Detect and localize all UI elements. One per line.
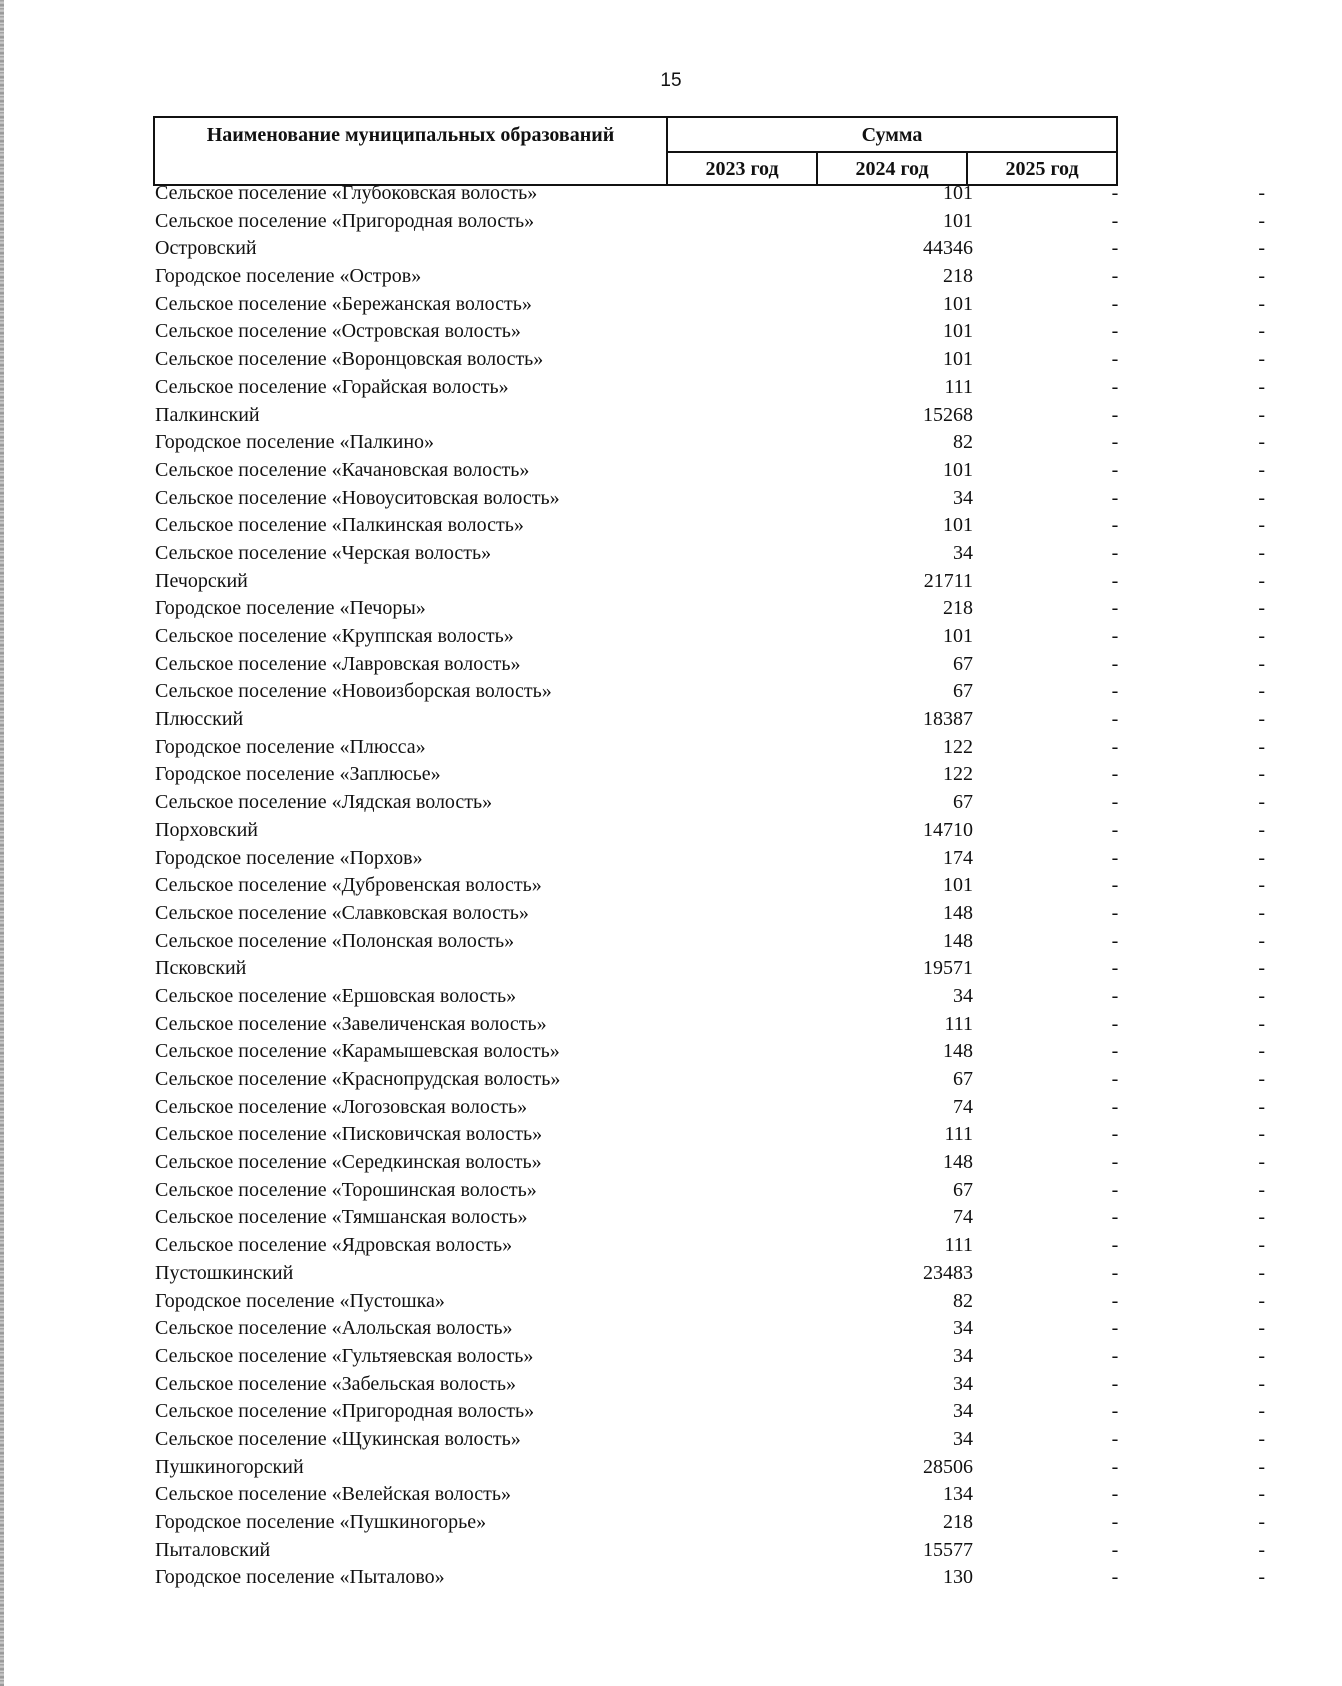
value-2024: - xyxy=(1111,265,1119,288)
table-row xyxy=(155,1509,1265,1537)
value-2023: 101 xyxy=(943,292,973,315)
column-header-2023: 2023 год xyxy=(667,152,817,185)
row-name: Псковский xyxy=(155,957,247,980)
table-row xyxy=(155,374,1265,402)
table-row xyxy=(155,1371,1265,1399)
table-row xyxy=(155,1398,1265,1426)
value-2023: 19571 xyxy=(923,957,973,980)
value-2025: - xyxy=(1258,1234,1265,1257)
table-row xyxy=(155,568,1265,596)
row-name: Сельское поселение «Карамышевская волость» xyxy=(155,1040,560,1063)
row-name: Сельское поселение «Новоуситовская волость» xyxy=(155,486,560,509)
value-2024: - xyxy=(1111,735,1119,758)
value-2024: - xyxy=(1111,708,1119,731)
value-2024: - xyxy=(1111,237,1119,260)
value-2023: 34 xyxy=(953,1344,973,1367)
value-2023: 15268 xyxy=(923,403,973,426)
value-2023: 34 xyxy=(953,984,973,1007)
row-name: Сельское поселение «Бережанская волость» xyxy=(155,292,532,315)
value-2023: 148 xyxy=(943,1151,973,1174)
value-2023: 34 xyxy=(953,1400,973,1423)
value-2024: - xyxy=(1111,984,1119,1007)
row-name: Пушкиногорский xyxy=(155,1455,304,1478)
value-2023: 111 xyxy=(944,1234,973,1257)
value-2024: - xyxy=(1111,957,1119,980)
row-name: Городское поселение «Пыталово» xyxy=(155,1566,445,1589)
value-2024: - xyxy=(1111,1151,1119,1174)
value-2025: - xyxy=(1258,735,1265,758)
value-2025: - xyxy=(1258,1455,1265,1478)
value-2025: - xyxy=(1258,1178,1265,1201)
value-2024: - xyxy=(1111,652,1119,675)
value-2023: 34 xyxy=(953,1427,973,1450)
value-2025: - xyxy=(1258,348,1265,371)
value-2024: - xyxy=(1111,791,1119,814)
value-2023: 67 xyxy=(953,1178,973,1201)
value-2025: - xyxy=(1258,375,1265,398)
value-2024: - xyxy=(1111,1040,1119,1063)
value-2025: - xyxy=(1258,541,1265,564)
value-2024: - xyxy=(1111,514,1119,537)
scan-edge xyxy=(0,0,4,1686)
value-2024: - xyxy=(1111,541,1119,564)
table-body xyxy=(155,180,1265,1592)
value-2023: 18387 xyxy=(923,708,973,731)
row-name: Сельское поселение «Забельская волость» xyxy=(155,1372,517,1395)
table-row xyxy=(155,1315,1265,1343)
table-row xyxy=(155,1481,1265,1509)
table-row xyxy=(155,928,1265,956)
value-2024: - xyxy=(1111,929,1119,952)
row-name: Сельское поселение «Торошинская волость» xyxy=(155,1178,537,1201)
value-2025: - xyxy=(1258,1566,1265,1589)
value-2025: - xyxy=(1258,569,1265,592)
value-2024: - xyxy=(1111,569,1119,592)
value-2024: - xyxy=(1111,486,1119,509)
row-name: Плюсский xyxy=(155,708,244,731)
value-2024: - xyxy=(1111,1455,1119,1478)
table-row xyxy=(155,1038,1265,1066)
value-2025: - xyxy=(1258,874,1265,897)
row-name: Сельское поселение «Велейская волость» xyxy=(155,1483,512,1506)
table-row xyxy=(155,1177,1265,1205)
table-row xyxy=(155,1011,1265,1039)
row-name: Сельское поселение «Краснопрудская волость» xyxy=(155,1068,561,1090)
value-2024: - xyxy=(1111,597,1119,620)
table-row xyxy=(155,678,1265,706)
value-2023: 28506 xyxy=(923,1455,973,1478)
value-2025: - xyxy=(1258,1068,1265,1090)
table-row xyxy=(155,457,1265,485)
row-name: Городское поселение «Порхов» xyxy=(155,846,423,869)
table-row xyxy=(155,955,1265,983)
value-2023: 174 xyxy=(943,846,973,869)
value-2025: - xyxy=(1258,625,1265,647)
value-2024: - xyxy=(1111,1344,1119,1367)
value-2024: - xyxy=(1111,1012,1119,1035)
row-name: Городское поселение «Плюсса» xyxy=(155,735,426,758)
value-2024: - xyxy=(1111,1206,1119,1229)
value-2023: 101 xyxy=(943,182,973,204)
value-2023: 14710 xyxy=(923,818,973,841)
row-name: Островский xyxy=(155,237,257,260)
table-row xyxy=(155,318,1265,346)
value-2023: 101 xyxy=(943,320,973,343)
row-name: Городское поселение «Пушкиногорье» xyxy=(155,1511,487,1533)
value-2024: - xyxy=(1111,320,1119,343)
table-row xyxy=(155,1121,1265,1149)
value-2025: - xyxy=(1258,1372,1265,1395)
value-2023: 111 xyxy=(944,375,973,398)
row-name: Сельское поселение «Лядская волость» xyxy=(155,791,493,814)
value-2024: - xyxy=(1111,763,1119,786)
value-2025: - xyxy=(1258,1289,1265,1312)
value-2025: - xyxy=(1258,957,1265,980)
value-2025: - xyxy=(1258,680,1265,703)
row-name: Сельское поселение «Качановская волость» xyxy=(155,458,530,481)
row-name: Городское поселение «Палкино» xyxy=(155,431,435,454)
value-2023: 34 xyxy=(953,1317,973,1340)
value-2023: 34 xyxy=(953,486,973,509)
value-2023: 122 xyxy=(943,735,973,758)
value-2024: - xyxy=(1111,1095,1119,1118)
value-2023: 67 xyxy=(953,791,973,814)
value-2024: - xyxy=(1111,1566,1119,1589)
value-2025: - xyxy=(1258,763,1265,786)
value-2025: - xyxy=(1258,1151,1265,1174)
row-name: Сельское поселение «Островская волость» xyxy=(155,320,521,343)
table-row xyxy=(155,1204,1265,1232)
row-name: Сельское поселение «Воронцовская волость» xyxy=(155,348,544,371)
value-2025: - xyxy=(1258,1206,1265,1229)
table-row xyxy=(155,734,1265,762)
row-name: Сельское поселение «Круппская волость» xyxy=(155,625,514,647)
value-2025: - xyxy=(1258,1400,1265,1423)
value-2025: - xyxy=(1258,708,1265,731)
value-2023: 67 xyxy=(953,1068,973,1090)
table-row xyxy=(155,291,1265,319)
value-2025: - xyxy=(1258,265,1265,288)
column-header-2024: 2024 год xyxy=(817,152,967,185)
value-2025: - xyxy=(1258,182,1265,204)
value-2025: - xyxy=(1258,292,1265,315)
table-row xyxy=(155,817,1265,845)
value-2025: - xyxy=(1258,486,1265,509)
value-2023: 148 xyxy=(943,901,973,924)
value-2023: 23483 xyxy=(923,1261,973,1284)
value-2024: - xyxy=(1111,292,1119,315)
row-name: Сельское поселение «Середкинская волость» xyxy=(155,1151,542,1174)
row-name: Сельское поселение «Палкинская волость» xyxy=(155,514,524,537)
value-2023: 21711 xyxy=(923,569,973,592)
value-2025: - xyxy=(1258,514,1265,537)
value-2024: - xyxy=(1111,1400,1119,1423)
value-2024: - xyxy=(1111,209,1119,232)
value-2024: - xyxy=(1111,1289,1119,1312)
table-row xyxy=(155,1564,1265,1592)
row-name: Сельское поселение «Гультяевская волость» xyxy=(155,1344,534,1367)
value-2023: 218 xyxy=(943,597,973,620)
table-row xyxy=(155,485,1265,513)
row-name: Сельское поселение «Пригородная волость» xyxy=(155,209,535,232)
value-2023: 111 xyxy=(944,1123,973,1146)
page-number: 15 xyxy=(660,70,682,91)
value-2024: - xyxy=(1111,846,1119,869)
value-2023: 111 xyxy=(944,1012,973,1035)
table-row xyxy=(155,845,1265,873)
value-2024: - xyxy=(1111,818,1119,841)
row-name: Сельское поселение «Щукинская волость» xyxy=(155,1427,521,1450)
value-2025: - xyxy=(1258,1427,1265,1450)
value-2023: 101 xyxy=(943,625,973,647)
row-name: Сельское поселение «Логозовская волость» xyxy=(155,1095,528,1118)
value-2025: - xyxy=(1258,1511,1265,1533)
table-row xyxy=(155,402,1265,430)
row-name: Сельское поселение «Ершовская волость» xyxy=(155,984,517,1007)
row-name: Сельское поселение «Завеличенская волость» xyxy=(155,1012,547,1035)
table-row xyxy=(155,180,1265,208)
value-2024: - xyxy=(1111,625,1119,647)
value-2024: - xyxy=(1111,680,1119,703)
value-2025: - xyxy=(1258,818,1265,841)
table-row xyxy=(155,1426,1265,1454)
value-2024: - xyxy=(1111,403,1119,426)
table-row xyxy=(155,1149,1265,1177)
value-2025: - xyxy=(1258,1538,1265,1561)
value-2025: - xyxy=(1258,1123,1265,1146)
value-2023: 74 xyxy=(953,1206,973,1229)
value-2024: - xyxy=(1111,375,1119,398)
table-row xyxy=(155,789,1265,817)
table-row xyxy=(155,983,1265,1011)
value-2024: - xyxy=(1111,1317,1119,1340)
value-2025: - xyxy=(1258,1317,1265,1340)
row-name: Городское поселение «Заплюсье» xyxy=(155,763,441,786)
row-name: Сельское поселение «Горайская волость» xyxy=(155,375,509,398)
table-row xyxy=(155,540,1265,568)
value-2023: 15577 xyxy=(923,1538,973,1561)
value-2023: 44346 xyxy=(923,237,973,260)
column-header-name: Наименование муниципальных образований xyxy=(154,117,667,185)
table-header xyxy=(153,116,1118,186)
table-row xyxy=(155,1288,1265,1316)
value-2024: - xyxy=(1111,1483,1119,1506)
row-name: Сельское поселение «Тямшанская волость» xyxy=(155,1206,528,1229)
table-row xyxy=(155,1232,1265,1260)
value-2025: - xyxy=(1258,929,1265,952)
table-row xyxy=(155,1454,1265,1482)
row-name: Сельское поселение «Дубровенская волость» xyxy=(155,874,542,897)
value-2024: - xyxy=(1111,1178,1119,1201)
table-row xyxy=(155,263,1265,291)
value-2023: 101 xyxy=(943,514,973,537)
value-2023: 148 xyxy=(943,929,973,952)
value-2023: 101 xyxy=(943,458,973,481)
table-row xyxy=(155,1094,1265,1122)
value-2023: 67 xyxy=(953,680,973,703)
value-2023: 218 xyxy=(943,1511,973,1533)
table-row xyxy=(155,346,1265,374)
value-2025: - xyxy=(1258,652,1265,675)
row-name: Сельское поселение «Славковская волость» xyxy=(155,901,529,924)
table-row xyxy=(155,1260,1265,1288)
value-2023: 130 xyxy=(943,1566,973,1589)
value-2023: 148 xyxy=(943,1040,973,1063)
row-name: Сельское поселение «Глубоковская волость» xyxy=(155,182,538,204)
row-name: Пустошкинский xyxy=(155,1261,294,1284)
value-2023: 101 xyxy=(943,348,973,371)
value-2024: - xyxy=(1111,901,1119,924)
table-row xyxy=(155,1537,1265,1565)
value-2025: - xyxy=(1258,791,1265,814)
table-row xyxy=(155,429,1265,457)
value-2025: - xyxy=(1258,209,1265,232)
row-name: Палкинский xyxy=(155,403,260,426)
value-2023: 101 xyxy=(943,209,973,232)
table-row xyxy=(155,512,1265,540)
value-2025: - xyxy=(1258,1095,1265,1118)
value-2023: 34 xyxy=(953,1372,973,1395)
value-2024: - xyxy=(1111,1068,1119,1090)
row-name: Сельское поселение «Алольская волость» xyxy=(155,1317,513,1340)
row-name: Сельское поселение «Лавровская волость» xyxy=(155,652,521,675)
row-name: Городское поселение «Печоры» xyxy=(155,597,426,620)
column-header-sum: Сумма xyxy=(667,117,1117,152)
table-row xyxy=(155,623,1265,651)
row-name: Сельское поселение «Новоизборская волость» xyxy=(155,680,552,703)
value-2024: - xyxy=(1111,1261,1119,1284)
row-name: Городское поселение «Остров» xyxy=(155,265,422,288)
value-2024: - xyxy=(1111,1372,1119,1395)
value-2025: - xyxy=(1258,403,1265,426)
value-2025: - xyxy=(1258,237,1265,260)
value-2024: - xyxy=(1111,182,1119,204)
row-name: Сельское поселение «Пригородная волость» xyxy=(155,1400,535,1423)
value-2024: - xyxy=(1111,348,1119,371)
value-2023: 82 xyxy=(953,1289,973,1312)
value-2024: - xyxy=(1111,1511,1119,1533)
row-name: Сельское поселение «Полонская волость» xyxy=(155,929,515,952)
column-header-2025: 2025 год xyxy=(967,152,1117,185)
value-2024: - xyxy=(1111,458,1119,481)
row-name: Сельское поселение «Черская волость» xyxy=(155,541,492,564)
table-row xyxy=(155,208,1265,236)
value-2025: - xyxy=(1258,1040,1265,1063)
row-name: Сельское поселение «Писковичская волость» xyxy=(155,1123,543,1146)
value-2025: - xyxy=(1258,846,1265,869)
value-2025: - xyxy=(1258,1261,1265,1284)
value-2025: - xyxy=(1258,431,1265,454)
row-name: Городское поселение «Пустошка» xyxy=(155,1289,445,1312)
value-2025: - xyxy=(1258,984,1265,1007)
table-row xyxy=(155,761,1265,789)
value-2025: - xyxy=(1258,458,1265,481)
value-2023: 101 xyxy=(943,874,973,897)
value-2023: 134 xyxy=(943,1483,973,1506)
value-2023: 218 xyxy=(943,265,973,288)
table-row xyxy=(155,1066,1265,1094)
value-2025: - xyxy=(1258,597,1265,620)
table-row xyxy=(155,706,1265,734)
table-row xyxy=(155,595,1265,623)
value-2025: - xyxy=(1258,901,1265,924)
table-row xyxy=(155,900,1265,928)
row-name: Сельское поселение «Ядровская волость» xyxy=(155,1234,513,1257)
value-2024: - xyxy=(1111,1234,1119,1257)
value-2023: 34 xyxy=(953,541,973,564)
value-2023: 82 xyxy=(953,431,973,454)
value-2025: - xyxy=(1258,320,1265,343)
value-2024: - xyxy=(1111,1427,1119,1450)
row-name: Пыталовский xyxy=(155,1538,271,1561)
value-2023: 122 xyxy=(943,763,973,786)
value-2024: - xyxy=(1111,874,1119,897)
table-row xyxy=(155,1343,1265,1371)
value-2025: - xyxy=(1258,1483,1265,1506)
value-2024: - xyxy=(1111,431,1119,454)
row-name: Печорский xyxy=(155,569,248,592)
value-2024: - xyxy=(1111,1123,1119,1146)
value-2023: 74 xyxy=(953,1095,973,1118)
value-2023: 67 xyxy=(953,652,973,675)
value-2024: - xyxy=(1111,1538,1119,1561)
table-row xyxy=(155,872,1265,900)
value-2025: - xyxy=(1258,1012,1265,1035)
table-row xyxy=(155,651,1265,679)
value-2025: - xyxy=(1258,1344,1265,1367)
table-row xyxy=(155,235,1265,263)
row-name: Порховский xyxy=(155,818,259,841)
